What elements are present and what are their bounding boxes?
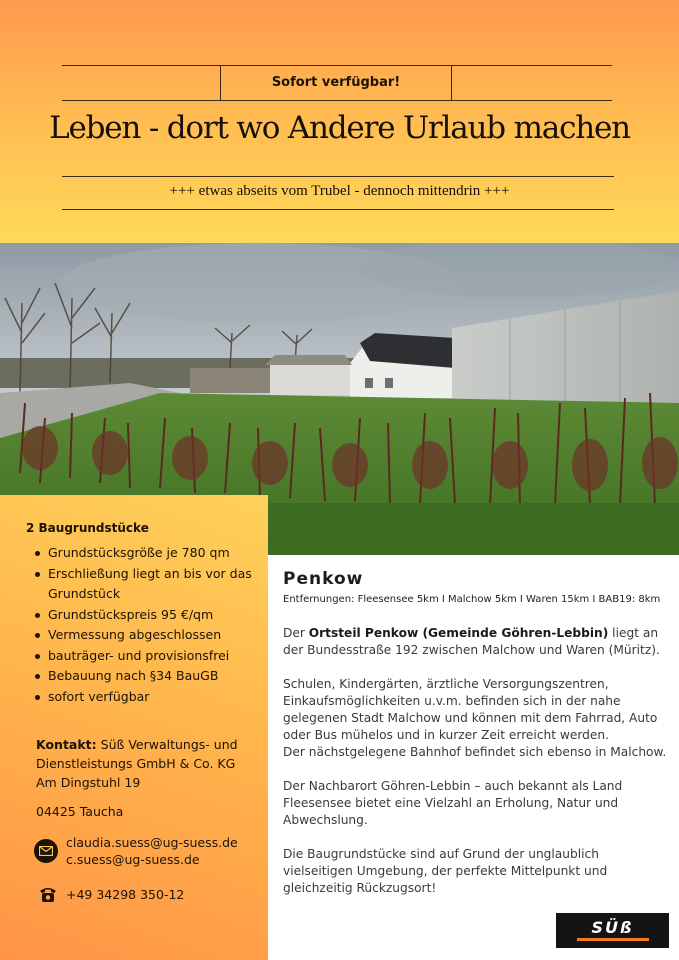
availability-badge: Sofort verfügbar!	[220, 65, 452, 100]
p1-intro: Der	[283, 626, 309, 640]
logo-underline	[577, 938, 649, 941]
feature-item: Erschließung liegt an bis vor das Grundstück	[35, 564, 268, 605]
location-title: Penkow	[283, 569, 364, 589]
feature-item: bauträger- und provisionsfrei	[35, 646, 268, 667]
p2-text: Schulen, Kindergärten, ärztliche Versorgungszentren, Einkaufsmöglichkeiten u.v.m. befinden sich in der nahe gelegenen Stadt Malchow und können mit dem Fahrrad, Auto oder Bus mühelos und in kurzer Zeit erreicht werden.	[283, 677, 658, 742]
p2-railway: Der nächstgelegene Bahnhof befindet sich ebenso in Malchow.	[283, 745, 667, 759]
contact-block	[36, 735, 268, 773]
location-description	[283, 569, 668, 897]
email-row	[34, 834, 238, 868]
features-panel	[0, 495, 268, 960]
contact-company: Süß Verwaltungs- und Dienstleistungs GmbH & Co. KG	[36, 737, 238, 771]
phone-row	[38, 885, 184, 903]
subline-bottom-divider	[62, 209, 614, 210]
email-link-2[interactable]: c.suess@ug-suess.de	[66, 852, 200, 867]
header-banner	[0, 0, 679, 243]
p1-highlight: Ortsteil Penkow (Gemeinde Göhren-Lebbin)	[308, 626, 609, 640]
distances-line: Entfernungen: Fleesensee 5km I Malchow 5km I Waren 15km I BAB19: 8km	[283, 594, 661, 605]
envelope-icon	[34, 839, 58, 863]
contact-street: Am Dingstuhl 19	[36, 775, 141, 790]
features-list	[35, 543, 268, 707]
subline: +++ etwas abseits vom Trubel - dennoch mittendrin +++	[169, 183, 510, 199]
badge-divider	[62, 100, 612, 101]
feature-item: Grundstücksgröße je 780 qm	[35, 543, 268, 564]
feature-item: Vermessung abgeschlossen	[35, 625, 268, 646]
feature-item: sofort verfügbar	[35, 687, 268, 708]
location-paragraph-4: Die Baugrundstücke sind auf Grund der unglaublich vielseitigen Umgebung, der perfekte Mittelpunkt und gleichzeitig Rückzugsort!	[283, 847, 608, 895]
location-paragraph-2	[283, 676, 668, 761]
location-paragraph-1	[283, 625, 668, 659]
company-logo	[556, 913, 669, 948]
email-link-1[interactable]: claudia.suess@ug-suess.de	[66, 835, 238, 850]
subline-top-divider	[62, 176, 614, 177]
phone-number[interactable]: +49 34298 350-12	[66, 886, 185, 902]
telephone-icon	[38, 885, 58, 903]
location-paragraph-3: Der Nachbarort Göhren-Lebbin – auch bekannt als Land Fleesensee bietet eine Vielzahl an Erholung, Natur und Abwechslung.	[283, 779, 623, 827]
p1-rest: liegt an der Bundesstraße 192 zwischen Malchow und Waren (Müritz).	[283, 626, 660, 657]
feature-item: Grundstückspreis 95 €/qm	[35, 605, 268, 626]
contact-label: Kontakt:	[36, 737, 97, 752]
feature-item: Bebauung nach §34 BauGB	[35, 666, 268, 687]
headline: Leben - dort wo Andere Urlaub machen	[49, 110, 630, 146]
contact-city: 04425 Taucha	[36, 804, 124, 819]
logo-text: SÜß	[591, 918, 634, 937]
features-title: 2 Baugrundstücke	[26, 521, 149, 535]
